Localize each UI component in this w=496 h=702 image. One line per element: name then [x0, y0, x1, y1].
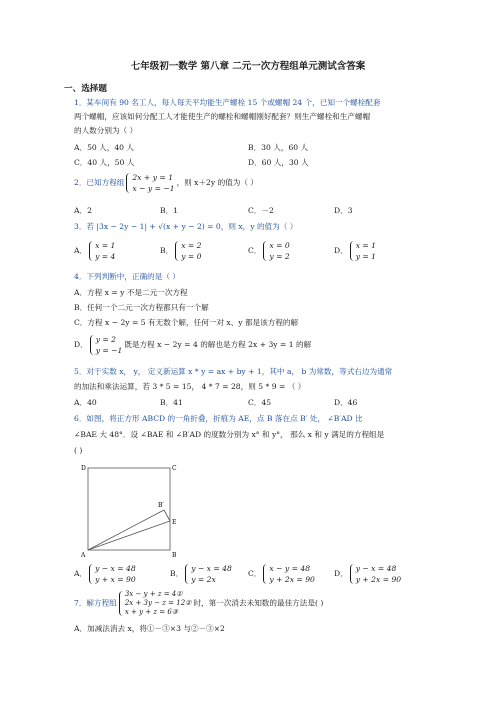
- page-title: 七年级初一数学 第八章 二元一次方程组单元测试含答案: [130, 61, 366, 72]
- q6-option-c: C． x − y = 48 y + 2x = 90: [248, 564, 315, 584]
- q5-option-c: C．45: [248, 398, 272, 407]
- label-e: E: [172, 519, 177, 526]
- q3-option-d: D． x = 1 y = 1: [334, 241, 376, 261]
- q4-option-c: C．方程 x − 2y = 5 有无数个解，任何一对 x、y 都是该方程的解: [74, 318, 299, 327]
- q2-stem: 2．已知方程组 2x + y = 1 x − y = −1 ，则 x＋2y 的值为（ ）: [74, 173, 258, 193]
- q6-line2: ∠BAE 大 48°．设 ∠BAE 和 ∠B′AD 的度数分别为 x° 和 y°， 那么 x 和 y 满足的方程组是: [74, 430, 385, 439]
- q4-option-b: B．任何一个二元一次方程都只有一个解: [74, 303, 209, 312]
- q6-option-b: B． y − x = 48 y = 2x: [170, 564, 232, 584]
- q6-line1: 6．如图，将正方形 ABCD 的一角折叠，折痕为 AE，点 B 落在点 B′ 处， ∠B′AD 比: [74, 414, 363, 423]
- section-heading: 一、选择题: [64, 84, 107, 94]
- q3-option-c: C． x = 0 y = 2: [248, 241, 290, 261]
- q2-option-d: D．3: [334, 206, 353, 215]
- q4-option-d: D． y = 2 y = −1 既是方程 x − 2y = 4 的解也是方程 2x + 3y = 1 的解: [74, 335, 312, 355]
- q4-option-a: A．方程 x = y 不是二元一次方程: [74, 288, 188, 297]
- folded-square-figure: [78, 461, 184, 559]
- q5-line2: 的加法和乘法运算，若 3 * 5 = 15， 4 * 7 = 28，则 5 * 9 = （ ）: [74, 382, 306, 391]
- q1-line1: 1．某车间有 90 名工人，每人每天平均能生产螺栓 15 个或螺帽 24 个，已知一个螺栓配套: [74, 98, 381, 107]
- q5-option-b: B．41: [160, 398, 183, 407]
- q1-option-d: D．60 人，30 人: [248, 158, 309, 167]
- q3-option-b: B． x = 2 y = 0: [160, 241, 202, 261]
- segment-ab-prime: [88, 510, 164, 550]
- q2-option-c: C．－2: [248, 206, 274, 215]
- q5-line1: 5．对于实数 x， y， 定义新运算 x * y = ax + by + 1，其中 a， b 为常数，等式右边为通常: [74, 367, 393, 376]
- q1-line2: 两个螺帽，应该如何分配工人才能使生产的螺栓和螺帽刚好配套？则生产螺栓和生产螺帽: [74, 112, 371, 121]
- label-d: D: [81, 465, 86, 472]
- q6-line3: ( ): [74, 446, 83, 455]
- q6-option-d: D． y − x = 48 y + 2x = 90: [334, 564, 402, 584]
- q6-option-a: A． y − x = 48 y + x = 90: [74, 564, 136, 584]
- label-a: A: [81, 552, 86, 559]
- square-outline: [88, 468, 170, 550]
- q2-system: 2x + y = 1 x − y = −1: [126, 172, 174, 194]
- label-b: B: [172, 552, 177, 559]
- q5-option-d: D．46: [334, 398, 358, 407]
- q2-option-b: B．1: [160, 206, 179, 215]
- q2-option-a: A．2: [74, 206, 92, 215]
- q1-option-c: C．40 人，50 人: [74, 158, 135, 167]
- segment-b-prime-e: [164, 510, 170, 521]
- crease-ae: [88, 521, 170, 550]
- q1-option-a: A．50 人，40 人: [74, 143, 135, 152]
- q1-option-b: B．30 人，60 人: [248, 143, 309, 152]
- label-c: C: [172, 465, 177, 472]
- q7-option-a: A．加减法消去 x，将①－③×3 与②－③×2: [74, 624, 225, 633]
- q5-option-a: A．40: [74, 398, 97, 407]
- q7-stem: 7．解方程组 3x − y + z = 4① 2x + 3y − z = 12② x + y + z = 6③ 时，第一次消去未知数的最佳方法是( ): [74, 590, 324, 616]
- q1-line3: 的人数分别为（ ）: [74, 126, 138, 135]
- q3-stem: 3．若 |3x − 2y − 1| + √(x + y − 2) = 0，则 x，y 的值为（ ）: [74, 222, 298, 231]
- q4-stem: 4．下列判断中，正确的是（ ）: [74, 272, 180, 281]
- q3-option-a: A． x = 1 y = 4: [74, 241, 116, 261]
- label-b-prime: B′: [158, 502, 164, 509]
